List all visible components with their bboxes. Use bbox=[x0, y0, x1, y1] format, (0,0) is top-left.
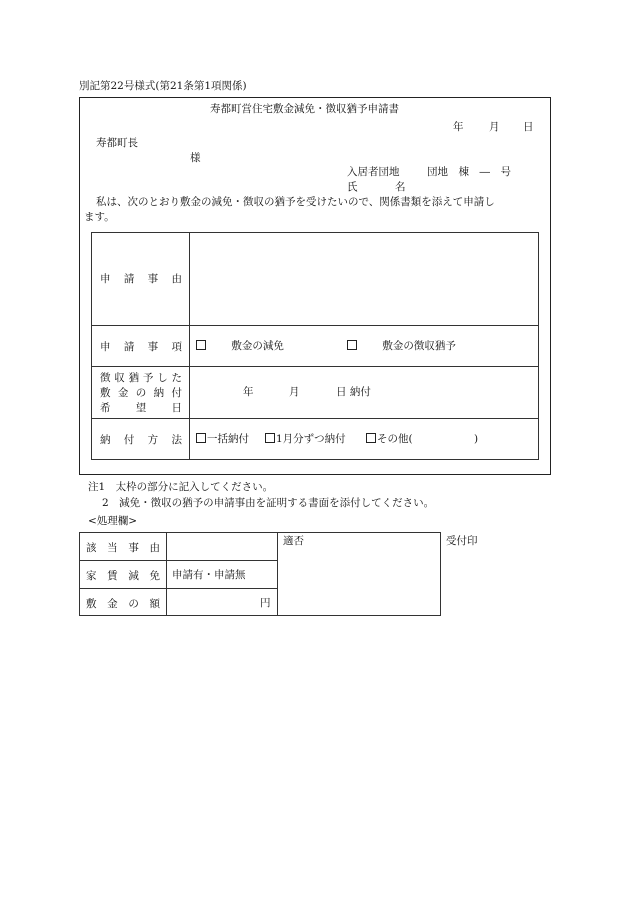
deferral-year-field[interactable]: 年 bbox=[243, 386, 254, 398]
checkbox-deferral[interactable] bbox=[347, 340, 357, 350]
reason-input-area[interactable] bbox=[190, 233, 538, 324]
deferral-label-1: 徴収猶予した bbox=[100, 372, 182, 384]
deferral-month-field[interactable]: 月 bbox=[289, 386, 300, 398]
method-option-monthly[interactable] bbox=[265, 433, 346, 446]
form-title: 寿都町営住宅敷金減免・徴収猶予申請書 bbox=[210, 103, 399, 115]
table-row-divider bbox=[91, 366, 539, 367]
reason-label: 申請事由 bbox=[100, 273, 182, 285]
intro-text-line1: 私は、次のとおり敷金の減免・徴収の猶予を受けたいので、関係書類を添えて申請し bbox=[96, 196, 495, 208]
method-option-lump-sum-label: 一括納付 bbox=[207, 433, 249, 445]
processing-row-divider bbox=[79, 560, 277, 561]
deferral-label-3: 希望日 bbox=[100, 402, 182, 414]
matter-option-deferral-label: 敷金の徴収猶予 bbox=[382, 340, 456, 352]
matter-option-reduction-label: 敷金の減免 bbox=[231, 340, 284, 352]
checkbox-lump-sum[interactable] bbox=[196, 433, 206, 443]
checkbox-other[interactable] bbox=[366, 433, 376, 443]
processing-row-divider bbox=[79, 588, 277, 589]
method-other-close-paren: ) bbox=[474, 433, 479, 445]
processing-row3-value: 円 bbox=[260, 597, 271, 609]
deferral-label-2: 敷金の納付 bbox=[100, 387, 182, 399]
deferral-day-field[interactable]: 日 納付 bbox=[336, 386, 371, 398]
method-option-lump-sum[interactable] bbox=[196, 433, 249, 446]
method-label: 納付方法 bbox=[100, 434, 182, 446]
addressee: 寿都町長 bbox=[96, 137, 138, 149]
processing-column-divider bbox=[277, 532, 278, 616]
processing-row3-label: 敷金の額 bbox=[86, 598, 160, 610]
processing-heading: <処理欄> bbox=[88, 515, 138, 527]
checkbox-monthly[interactable] bbox=[265, 433, 275, 443]
honorific: 様 bbox=[190, 152, 201, 164]
checkbox-reduction[interactable] bbox=[196, 340, 206, 350]
method-option-other[interactable] bbox=[366, 433, 413, 446]
danchi-value-field[interactable]: 団地 棟 ― 号 bbox=[427, 166, 511, 178]
approval-label: 適否 bbox=[283, 535, 304, 547]
date-day-label: 日 bbox=[523, 121, 534, 133]
date-month-label: 月 bbox=[489, 121, 500, 133]
name-label-1: 氏 bbox=[347, 181, 358, 193]
processing-row1-label: 該当事由 bbox=[86, 542, 160, 554]
processing-row2-value[interactable]: 申請有・申請無 bbox=[172, 569, 246, 581]
matter-label: 申請事項 bbox=[100, 341, 182, 353]
note-2: 2 減免・徴収の猶予の申請事由を証明する書面を添付してください。 bbox=[102, 497, 435, 509]
method-option-other-label: その他( bbox=[377, 433, 413, 445]
table-row-divider bbox=[91, 325, 539, 326]
processing-column-divider bbox=[166, 532, 167, 616]
date-year-label: 年 bbox=[453, 121, 464, 133]
danchi-label: 入居者団地 bbox=[347, 166, 400, 178]
matter-option-reduction[interactable] bbox=[196, 340, 284, 353]
name-label-2: 名 bbox=[395, 181, 406, 193]
method-option-monthly-label: 1月分ずつ納付 bbox=[276, 433, 346, 445]
form-number: 別記第22号様式(第21条第1項関係) bbox=[79, 80, 247, 92]
table-row-divider bbox=[91, 418, 539, 419]
processing-row2-label: 家賃減免 bbox=[86, 570, 160, 582]
intro-text-line2: ます。 bbox=[84, 211, 115, 223]
matter-option-deferral[interactable] bbox=[347, 340, 456, 353]
note-1: 注1 太枠の部分に記入してください。 bbox=[88, 481, 274, 493]
receipt-stamp-label: 受付印 bbox=[446, 535, 478, 547]
